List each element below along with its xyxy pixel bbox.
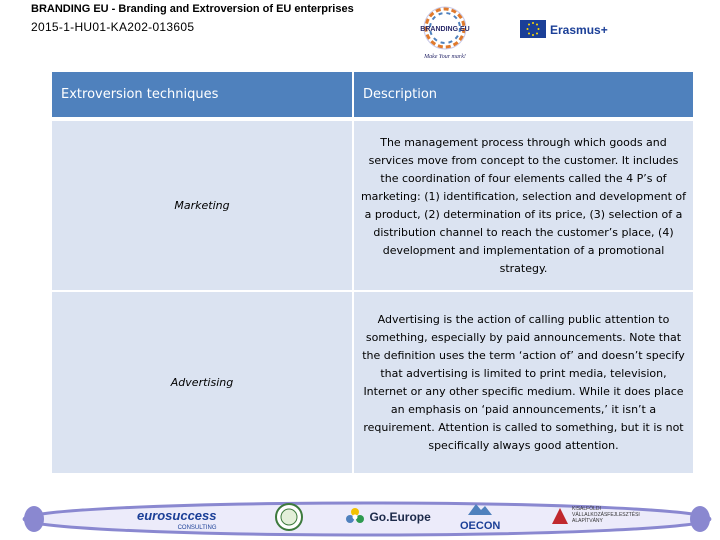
column-header-description: Description [354, 72, 693, 121]
project-code: 2015-1-HU01-KA202-013605 [31, 20, 195, 34]
oecon-logo-text: OECON [460, 520, 501, 532]
kisalfold-logo-text: KISALFÖLDI VÁLLALKOZÁSFEJLESZTÉSI ALAPÍTVÁNY [572, 506, 640, 524]
goeurope-logo-text: Go.Europe [369, 510, 431, 524]
circular-seal-logo [274, 502, 304, 532]
extroversion-table [52, 72, 693, 475]
branding-eu-logo-text: BRANDING EU [420, 26, 470, 33]
technique-cell: Marketing [52, 121, 354, 292]
goeurope-flower-icon [345, 507, 365, 527]
eurosuccess-logo-text: eurosuccess [137, 508, 217, 523]
erasmus-plus-logo [520, 20, 640, 42]
oecon-mountain-icon [468, 501, 492, 515]
description-cell: Advertising is the action of calling public attention to something, especially by paid announcements. Note that the definition uses the term ‘action of’ and doesn’t specify that advertising is limited to print media, television, Internet or any other specific medium. While it does place an emphasis on ‘paid announcements,’ it isn’t a requirement. Attention is called to something, but it is not specifically always good attention. [354, 292, 693, 475]
eu-flag-icon [520, 20, 546, 38]
branding-eu-logo [405, 6, 485, 62]
goeurope-logo [345, 507, 431, 527]
erasmus-plus-label: Erasmus+ [550, 23, 608, 37]
footer-logo-band [22, 497, 712, 537]
table-row [52, 292, 693, 475]
technique-cell: Advertising [52, 292, 354, 475]
description-cell: The management process through which goods and services move from concept to the customer. It includes the coordination of four elements called the 4 P’s of marketing: (1) identification, selection and development of a product, (2) determination of its price, (3) selection of a distribution channel to reach the customer’s place, (4) development and implementation of a promotional strategy. [354, 121, 693, 292]
eurosuccess-logo-subtext: CONSULTING [177, 525, 217, 531]
branding-eu-slogan: Make Your mark! [424, 54, 466, 60]
eurosuccess-logo [137, 507, 217, 531]
header-title: BRANDING EU - Branding and Extroversion of EU enterprises [31, 3, 354, 15]
table-row [52, 121, 693, 292]
kisalfold-shape-icon [552, 508, 568, 524]
column-header-technique: Extroversion techniques [52, 72, 354, 121]
oecon-logo [460, 501, 500, 532]
